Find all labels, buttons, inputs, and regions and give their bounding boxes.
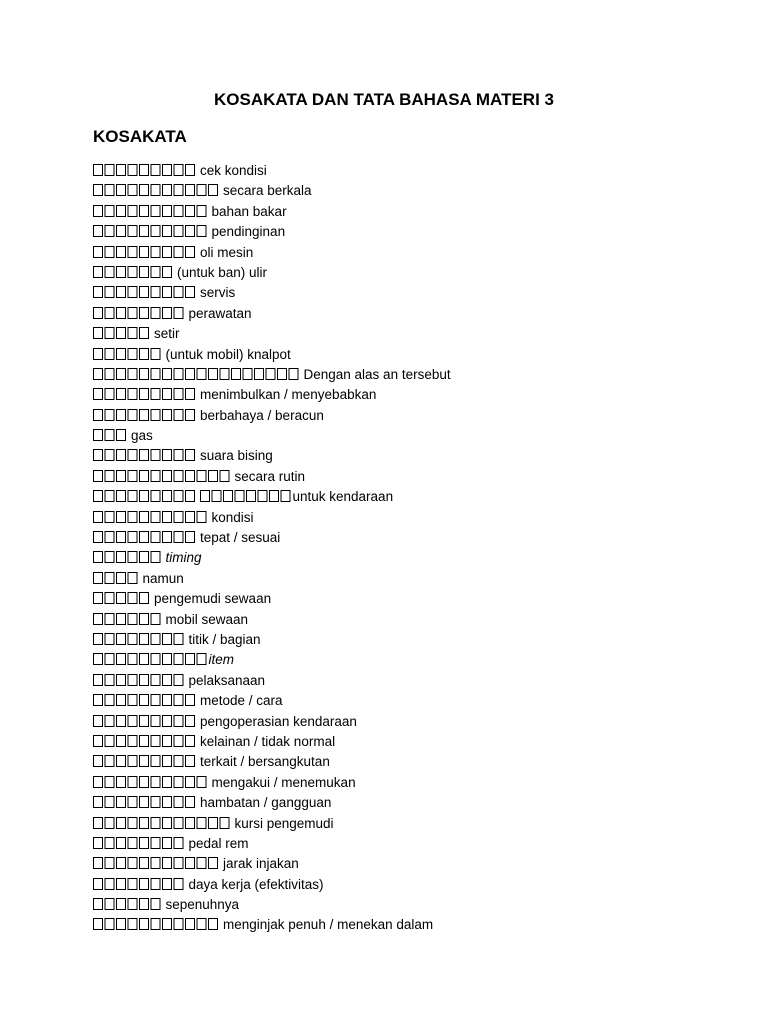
vocab-meaning: perawatan [188,305,252,321]
japanese-term-missing-glyphs [93,918,218,930]
japanese-term-missing-glyphs [93,796,195,808]
vocab-meaning: cek kondisi [200,163,267,178]
vocab-entry [93,691,733,711]
vocab-meaning: mengakui / menemukan [211,774,356,790]
vocab-meaning: namun [142,570,184,586]
vocab-meaning: pendinginan [211,224,286,240]
vocab-meaning: mobil sewaan [165,611,249,627]
vocab-meaning: gas [131,428,153,444]
vocab-entry [93,161,733,181]
japanese-term-missing-glyphs [93,246,195,258]
vocab-meaning: menimbulkan / menyebabkan [200,387,377,403]
vocab-meaning: hambatan / gangguan [200,795,332,811]
vocab-entry [93,446,733,466]
japanese-term-missing-glyphs [200,490,291,502]
vocab-entry [93,508,733,528]
vocab-entry [93,854,733,874]
vocab-meaning: setir [154,326,180,342]
japanese-term-missing-glyphs [93,409,195,421]
vocab-entry [93,589,733,609]
vocab-entry [93,630,733,650]
japanese-term-missing-glyphs [93,755,195,767]
vocab-meaning: secara rutin [234,468,306,484]
vocab-meaning: titik / bagian [188,631,261,647]
japanese-term-missing-glyphs [93,776,207,788]
japanese-term-missing-glyphs [93,225,207,237]
japanese-term-missing-glyphs [93,368,299,380]
vocab-meaning: daya kerja (efektivitas) [188,876,324,892]
vocab-entry [93,202,733,222]
vocab-meaning: item [208,652,235,668]
vocab-entry [93,487,733,507]
vocab-entry [93,915,733,935]
vocab-meaning: suara bising [200,448,273,464]
vocab-meaning: secara berkala [223,183,312,199]
japanese-term-missing-glyphs [93,531,195,543]
vocab-entry [93,548,733,568]
vocab-meaning: bahan bakar [211,203,287,219]
japanese-term-missing-glyphs [93,307,184,319]
japanese-term-missing-glyphs [93,551,161,563]
vocab-entry [93,671,733,691]
vocab-meaning: sepenuhnya [165,897,240,913]
japanese-term-missing-glyphs [93,184,218,196]
japanese-term-missing-glyphs [93,633,184,645]
japanese-term-missing-glyphs [93,266,172,278]
japanese-term-missing-glyphs [93,857,218,869]
vocab-entry [93,773,733,793]
vocab-meaning: (untuk ban) ulir [177,264,268,280]
vocab-entry [93,304,733,324]
japanese-term-missing-glyphs [93,388,195,400]
vocab-entry [93,345,733,365]
japanese-term-missing-glyphs [93,470,230,482]
vocab-meaning: jarak injakan [223,856,299,872]
vocab-entry [93,569,733,589]
vocab-entry [93,406,733,426]
vocab-entry [93,895,733,915]
japanese-term-missing-glyphs [93,715,195,727]
vocab-entry [93,243,733,263]
vocab-entry [93,793,733,813]
vocab-meaning: metode / cara [200,693,283,709]
japanese-term-missing-glyphs [93,205,207,217]
japanese-term-missing-glyphs [93,511,207,523]
japanese-term-missing-glyphs [93,674,184,686]
vocab-meaning: berbahaya / beracun [200,407,324,423]
vocab-entry [93,467,733,487]
vocab-entry [93,222,733,242]
vocab-entry [93,263,733,283]
vocab-meaning: kelainan / tidak normal [200,733,336,749]
vocab-meaning: pengemudi sewaan [154,591,272,607]
japanese-term-missing-glyphs [93,449,195,461]
section-heading-kosakata: KOSAKATA [93,127,187,146]
japanese-term-missing-glyphs [93,817,230,829]
vocab-entry [93,834,733,854]
vocabulary-list [93,161,733,936]
vocab-entry [93,650,733,670]
vocab-entry [93,426,733,446]
japanese-term-missing-glyphs [93,490,195,502]
vocab-meaning: untuk kendaraan [292,489,394,505]
vocab-meaning: tepat / sesuai [200,530,281,546]
vocab-meaning: terkait / bersangkutan [200,754,330,770]
vocab-meaning: pengoperasian kendaraan [200,713,357,729]
vocab-meaning: (untuk mobil) knalpot [165,346,291,362]
vocab-meaning: pedal rem [188,835,249,851]
vocab-meaning: servis [200,285,236,301]
japanese-term-missing-glyphs [93,613,161,625]
vocab-entry [93,324,733,344]
vocab-meaning: timing [165,550,202,566]
vocab-entry [93,610,733,630]
vocab-entry [93,528,733,548]
japanese-term-missing-glyphs [93,286,195,298]
vocab-entry [93,712,733,732]
japanese-term-missing-glyphs [93,898,161,910]
vocab-meaning: kursi pengemudi [234,815,334,831]
vocab-meaning: Dengan alas an tersebut [303,366,451,382]
japanese-term-missing-glyphs [93,592,149,604]
japanese-term-missing-glyphs [93,653,207,665]
vocab-meaning: menginjak penuh / menekan dalam [223,917,434,933]
vocab-entry [93,365,733,385]
japanese-term-missing-glyphs [93,878,184,890]
vocab-entry [93,181,733,201]
vocab-entry [93,814,733,834]
vocab-entry [93,875,733,895]
document-title: KOSAKATA DAN TATA BAHASA MATERI 3 [214,90,554,109]
vocab-meaning: pelaksanaan [188,672,266,688]
vocab-meaning: kondisi [211,509,254,525]
japanese-term-missing-glyphs [93,348,161,360]
vocab-entry [93,283,733,303]
japanese-term-missing-glyphs [93,327,149,339]
vocab-entry [93,732,733,752]
japanese-term-missing-glyphs [93,837,184,849]
japanese-term-missing-glyphs [93,429,126,441]
vocab-meaning: oli mesin [200,244,254,260]
japanese-term-missing-glyphs [93,164,195,176]
vocab-entry [93,385,733,405]
japanese-term-missing-glyphs [93,735,195,747]
japanese-term-missing-glyphs [93,572,138,584]
japanese-term-missing-glyphs [93,694,195,706]
vocab-entry [93,752,733,772]
